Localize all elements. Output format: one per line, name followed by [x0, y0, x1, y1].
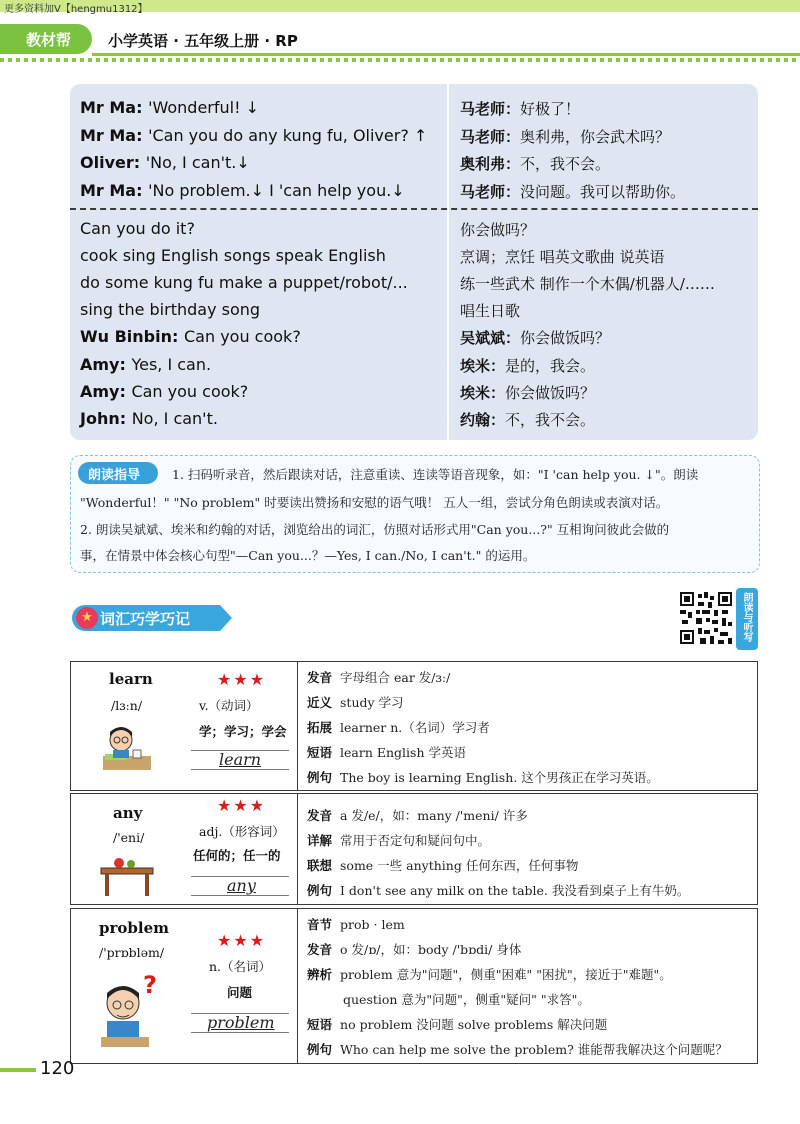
qr-code-icon[interactable] [678, 590, 734, 646]
part-of-speech: adj.（形容词） [199, 824, 285, 839]
handwriting-word: problem [207, 1013, 275, 1032]
practice-cn-line: 唱生日歌 [460, 302, 521, 320]
word-phonetic: /'prɒbləm/ [99, 945, 165, 960]
practice-dialog-cn-line: 吴斌斌：你会做饭吗？ [460, 329, 611, 347]
star-icon: ★ [76, 607, 98, 629]
header-dotted-rule [0, 58, 800, 62]
table-icon [97, 852, 157, 900]
card-row: 短语 no problem 没问题 solve problems 解决问题 [307, 1017, 608, 1032]
practice-dialog-cn-line: 约翰：不，我不会。 [460, 411, 596, 429]
dialogue-en-line: Mr Ma: 'No problem.↓ I 'can help you.↓ [80, 181, 405, 200]
card-row: 例句 The boy is learning English. 这个男孩正在学习英语。 [307, 770, 659, 785]
star-rating-icon: ★★★ [217, 796, 267, 815]
dialogue-cn-line: 奥利弗：不，我不会。 [460, 155, 611, 173]
practice-en-line: cook sing English songs speak English [80, 246, 386, 265]
card-divider [297, 794, 298, 904]
word-meaning: 任何的；任一的 [193, 848, 281, 863]
card-row: 例句 I don't see any milk on the table. 我没看到桌子上有牛奶。 [307, 883, 690, 898]
part-of-speech: n.（名词） [209, 959, 272, 974]
handwriting-word: any [227, 876, 256, 895]
card-row: 发音 a 发/e/，如：many /'meni/ 许多 [307, 808, 528, 823]
card-row: 音节 prob · lem [307, 917, 405, 932]
word-phonetic: /lɜːn/ [111, 698, 143, 713]
card-divider [297, 662, 298, 790]
reading-guide-line: "Wonderful！" "No problem" 时要读出赞扬和安慰的语气哦！ 五人一组，尝试分角色朗读或表演对话。 [80, 495, 669, 510]
card-row: 发音 o 发/ɒ/，如：body /'bɒdi/ 身体 [307, 942, 522, 957]
practice-dialog-en-line: Amy: Yes, I can. [80, 355, 212, 374]
boy-studying-icon [99, 720, 155, 776]
practice-dialog-en-line: John: No, I can't. [80, 409, 218, 428]
header-rule [92, 53, 800, 56]
dialogue-divider-vertical [447, 84, 449, 440]
qr-side-tab [736, 588, 758, 650]
dialogue-en-line: Mr Ma: 'Can you do any kung fu, Oliver? ↑ [80, 126, 428, 145]
practice-en-line: Can you do it? [80, 219, 195, 238]
card-row: 短语 learn English 学英语 [307, 745, 466, 760]
part-of-speech: v.（动词） [199, 698, 259, 713]
dialogue-divider-dashed [70, 208, 758, 210]
reading-guide-line: 2. 朗读吴斌斌、埃米和约翰的对话，浏览给出的词汇，仿照对话形式用"Can you...?" 互相询问彼此会做的 [80, 522, 670, 537]
word-meaning: 学；学习；学会 [199, 724, 287, 739]
card-divider [297, 909, 298, 1063]
practice-dialog-cn-line: 埃米：是的，我会。 [460, 357, 596, 375]
card-row: 近义 study 学习 [307, 695, 404, 710]
word-headword: learn [109, 670, 153, 688]
practice-cn-line: 烹调；烹饪 唱英文歌曲 说英语 [460, 248, 665, 266]
dialogue-en-line: Oliver: 'No, I can't.↓ [80, 153, 250, 172]
star-rating-icon: ★★★ [217, 670, 267, 689]
reading-guide-line: 事，在情景中体会核心句型"—Can you...？—Yes, I can./No, I can't." 的运用。 [80, 548, 536, 563]
word-card-any [70, 793, 758, 905]
handwriting-word: learn [219, 750, 262, 769]
card-row: 发音 字母组合 ear 发/ɜː/ [307, 670, 451, 685]
dialogue-cn-line: 马老师：好极了！ [460, 100, 581, 118]
header-watermark-text: 更多资料加V【hengmu1312】 [4, 4, 148, 15]
card-row: 辨析 problem 意为"问题"，侧重"困难" "困扰"，接近于"难题"。 [307, 967, 672, 982]
dialogue-en-line: Mr Ma: 'Wonderful! ↓ [80, 98, 259, 117]
practice-dialog-en-line: Amy: Can you cook? [80, 382, 249, 401]
practice-dialog-cn-line: 埃米：你会做饭吗？ [460, 384, 596, 402]
practice-en-line: do some kung fu make a puppet/robot/... [80, 273, 408, 292]
card-row: question 意为"问题"，侧重"疑问" "求答"。 [343, 992, 590, 1007]
practice-cn-line: 你会做吗？ [460, 221, 536, 239]
svg-text:?: ? [143, 971, 157, 999]
page-number-bar [0, 1068, 36, 1072]
dialogue-cn-line: 马老师：没问题。我可以帮助你。 [460, 183, 686, 201]
qr-side-label: 朗读与听写 [741, 592, 752, 642]
word-headword: problem [99, 919, 169, 937]
star-rating-icon: ★★★ [217, 931, 267, 950]
word-card-learn [70, 661, 758, 791]
word-meaning: 问题 [227, 985, 253, 1000]
card-row: 详解 常用于否定句和疑问句中。 [307, 833, 491, 848]
practice-dialog-en-line: Wu Binbin: Can you cook? [80, 327, 301, 346]
card-row: 拓展 learner n.（名词）学习者 [307, 720, 490, 735]
reading-guide-label: 朗读指导 [88, 468, 141, 483]
brand-label: 教材帮 [26, 31, 72, 49]
vocab-banner-tip [220, 605, 232, 631]
book-title: 小学英语 · 五年级上册 · RP [108, 32, 298, 50]
practice-cn-line: 练一些武术 制作一个木偶/机器人/…… [460, 275, 715, 293]
word-phonetic: /'eni/ [113, 830, 145, 845]
boy-thinking-icon [97, 971, 161, 1051]
page-number: 120 [40, 1058, 75, 1079]
practice-en-line: sing the birthday song [80, 300, 261, 319]
word-card-problem [70, 908, 758, 1064]
reading-guide-line: 1. 扫码听录音，然后跟读对话，注意重读、连读等语音现象，如："I 'can help you. ↓"。朗读 [172, 467, 699, 482]
dialogue-cn-line: 马老师：奥利弗，你会武术吗？ [460, 128, 671, 146]
card-row: 联想 some 一些 anything 任何东西，任何事物 [307, 858, 579, 873]
vocab-section-title: 词汇巧学巧记 [100, 610, 191, 628]
word-headword: any [113, 804, 143, 822]
card-row: 例句 Who can help me solve the problem? 谁能帮我解决这个问题呢？ [307, 1042, 728, 1057]
